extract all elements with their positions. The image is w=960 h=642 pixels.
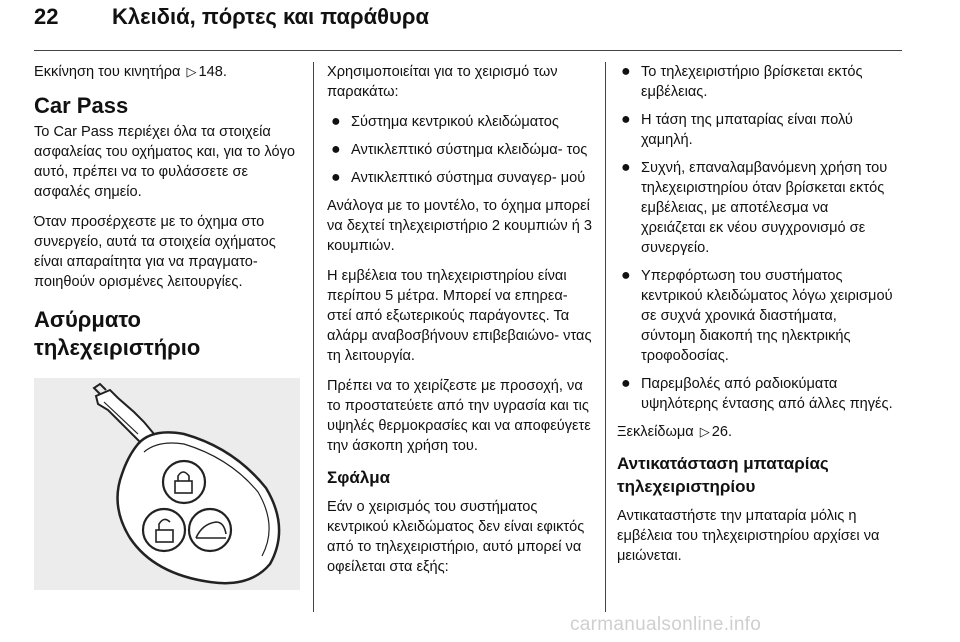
bullet-icon: ● [621, 159, 631, 176]
bullet-icon: ● [621, 63, 631, 80]
fault-paragraph: Εάν ο χειρισμός του συστήματος κεντρικού κλειδώματος δεν είναι εφικτός από το τηλεχειριστήριο, αυτό μπορεί να οφείλεται στα εξής: [327, 499, 585, 575]
list-item: ● Παρεμβολές από ραδιοκύματα υψηλότερης έντασης από άλλες πηγές. [621, 375, 893, 412]
list-item: ● Συχνή, επαναλαμβανόμενη χρήση του τηλεχειριστηρίου όταν βρίσκεται εκτός εμβέλειας, με αποτέλεσμα να χρειάζεται εκ νέου συγχρονισμό σε συνεργείο. [621, 159, 888, 256]
list-item: ● Το τηλεχειριστήριο βρίσκεται εκτός εμβέλειας. [621, 63, 863, 100]
bullet-icon: ● [331, 169, 341, 186]
trunk-button-icon [189, 509, 231, 551]
list-item: ● Αντικλεπτικό σύστημα κλειδώμα- τος [331, 141, 588, 158]
list-item: ● Σύστημα κεντρικού κλειδώματος [331, 113, 559, 130]
lock-button-icon [163, 461, 205, 503]
unlock-button-icon [143, 509, 185, 551]
header-divider [34, 50, 902, 51]
car-pass-paragraph-1: Το Car Pass περιέχει όλα τα στοιχεία ασφαλείας του οχήματος και, για το λόγο αυτό, πρέπει να το φυλάσσετε σε ασφαλές σημείο. [34, 124, 296, 200]
watermark: carmanualsonline.info [570, 614, 762, 635]
reference-page[interactable]: 148. [198, 64, 227, 80]
remote-key-illustration [34, 378, 300, 590]
column-3 [617, 62, 895, 576]
column-divider-1 [313, 62, 314, 612]
reference-page[interactable]: 26. [711, 424, 733, 440]
usage-list [327, 112, 595, 188]
bullet-icon: ● [621, 375, 631, 392]
reference-text: Ξεκλείδωμα [617, 424, 694, 440]
bullet-icon: ● [621, 111, 631, 128]
list-item: ● Αντικλεπτικό σύστημα συναγερ- μού [331, 169, 586, 186]
list-item: ● Η τάση της μπαταρίας είναι πολύ χαμηλή. [621, 111, 853, 148]
bullet-icon: ● [331, 141, 341, 158]
usage-intro: Χρησιμοποιείται για το χειρισμό των παρακάτω: [327, 64, 558, 100]
reference-text: Εκκίνηση του κινητήρα [34, 64, 181, 80]
page-reference-icon: ▷ [186, 64, 197, 79]
car-pass-paragraph-2: Όταν προσέρχεστε με το όχημα στο συνεργείο, αυτά τα στοιχεία οχήματος είναι απαραίτητα για να πραγματο- ποιηθούν ορισμένες λειτουργίες. [34, 214, 276, 290]
bullet-icon: ● [621, 267, 631, 284]
page-reference-icon: ▷ [699, 424, 710, 439]
unlock-reference [617, 422, 895, 442]
remote-control-heading: Ασύρματο τηλεχειριστήριο [34, 307, 201, 360]
fault-heading: Σφάλμα [327, 468, 391, 487]
care-paragraph: Πρέπει να το χειρίζεστε με προσοχή, να το προστατεύετε από την υγρασία και τις υψηλές θερμοκρασίες και να αποφεύγετε την άσκοπη χρήση του. [327, 378, 591, 454]
list-item: ● Υπερφόρτωση του συστήματος κεντρικού κλειδώματος λόγω χειρισμού σε συχνά χρονικά διαστήματα, σύντομη διακοπή της ηλεκτρικής τροφοδοσίας. [621, 267, 893, 364]
car-pass-heading: Car Pass [34, 93, 129, 118]
battery-paragraph: Αντικαταστήστε την μπαταρία μόλις η εμβέλεια του τηλεχειριστηρίου αρχίσει να μειώνεται. [617, 508, 880, 564]
fault-causes-list [617, 62, 895, 414]
bullet-icon: ● [331, 113, 341, 130]
model-paragraph: Ανάλογα με το μοντέλο, το όχημα μπορεί να δεχτεί τηλεχειριστήριο 2 κουμπιών ή 3 κουμπιών. [327, 198, 593, 254]
page-number: 22 [34, 4, 59, 29]
battery-replacement-heading: Αντικατάσταση μπαταρίας τηλεχειριστηρίου [617, 454, 829, 496]
range-paragraph: Η εμβέλεια του τηλεχειριστηρίου είναι περίπου 5 μέτρα. Μπορεί να επηρεα- στεί από εξωτερικούς παράγοντες. Τα αλάρμ αναβοσβήνουν επιβεβαιώνο- ντας τη λειτουργία. [327, 268, 592, 364]
engine-start-reference [34, 62, 300, 82]
column-1 [34, 62, 300, 596]
column-divider-2 [605, 62, 606, 612]
column-2 [327, 62, 595, 587]
page-title: Κλειδιά, πόρτες και παράθυρα [112, 4, 429, 29]
